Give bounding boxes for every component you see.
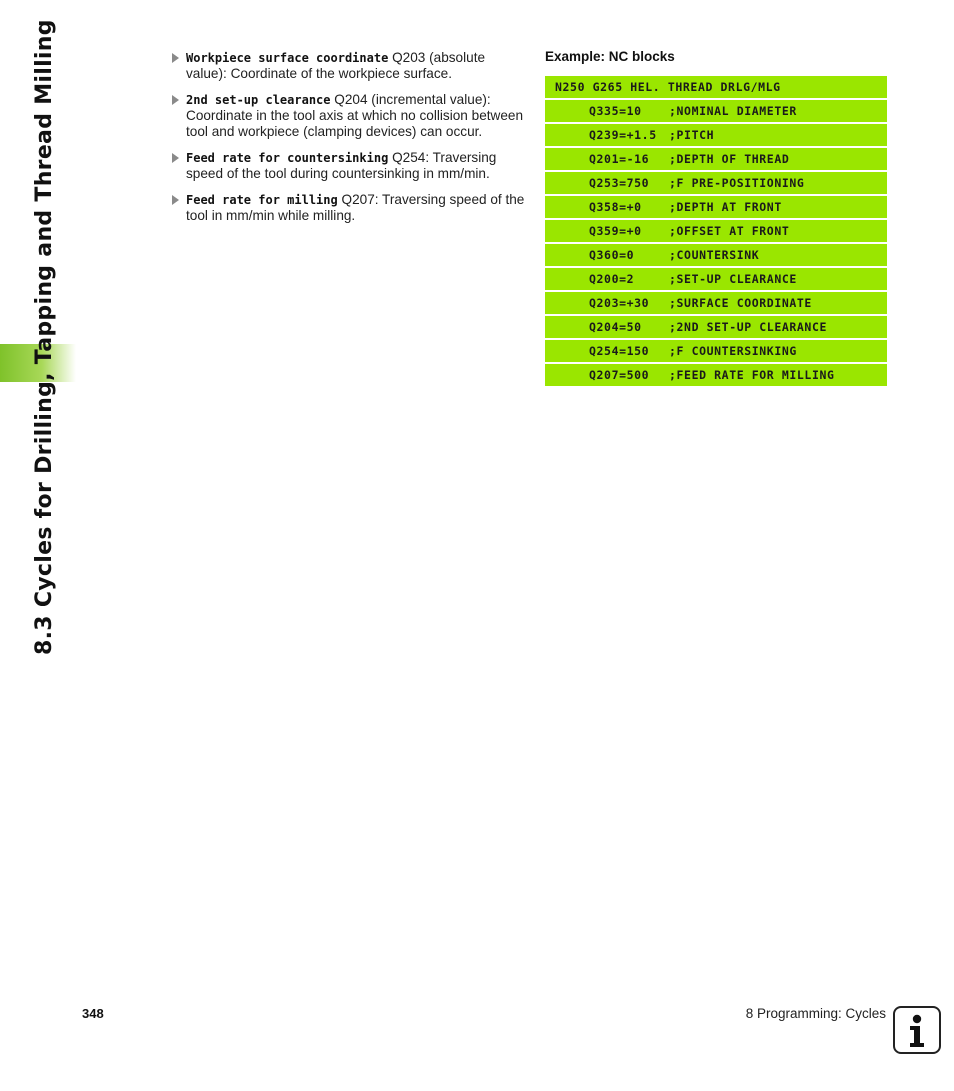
chapter-side-title: 8.3 Cycles for Drilling, Tapping and Thread Milling [32,19,57,655]
nc-comment: ;F PRE-POSITIONING [669,176,805,190]
nc-code: Q253=750 [589,176,650,190]
nc-line [545,364,887,386]
bullet-arrow-icon [172,53,179,63]
nc-comment: ;DEPTH OF THREAD [669,152,790,166]
nc-comment: ;OFFSET AT FRONT [669,224,790,238]
nc-line [545,172,887,194]
nc-program-block [545,76,887,388]
parameter-item [172,150,527,182]
nc-comment: ;COUNTERSINK [669,248,760,262]
nc-line [545,124,887,146]
nc-line [545,292,887,314]
nc-line [545,268,887,290]
parameter-keyword: Feed rate for countersinking [186,151,389,165]
nc-code: Q335=10 [589,104,642,118]
bullet-arrow-icon [172,95,179,105]
page-number: 348 [82,1006,104,1021]
nc-comment: ;F COUNTERSINKING [669,344,797,358]
nc-line [545,100,887,122]
parameter-keyword: Feed rate for milling [186,193,338,207]
info-icon [893,1006,941,1054]
parameter-item [172,50,527,82]
nc-code: Q254=150 [589,344,650,358]
parameter-item [172,192,527,224]
nc-comment: ;SURFACE COORDINATE [669,296,812,310]
nc-code: Q359=+0 [589,224,642,238]
nc-line [545,340,887,362]
nc-line [545,220,887,242]
parameter-description: Q203 (absolute value): Coordinate of the workpiece surface. [186,50,486,81]
nc-line [545,148,887,170]
parameter-keyword: Workpiece surface coordinate [186,51,389,65]
nc-comment: ;2ND SET-UP CLEARANCE [669,320,827,334]
nc-code: Q239=+1.5 [589,128,657,142]
parameter-item [172,92,527,140]
nc-line [545,196,887,218]
nc-comment: ;SET-UP CLEARANCE [669,272,797,286]
nc-code: Q204=50 [589,320,642,334]
nc-line [545,244,887,266]
nc-code: Q201=-16 [589,152,650,166]
parameter-description: Q207: Traversing speed of the tool in mm/min while milling. [186,192,525,223]
nc-line [545,316,887,338]
nc-code: Q358=+0 [589,200,642,214]
nc-comment: ;PITCH [669,128,715,142]
nc-comment: ;NOMINAL DIAMETER [669,104,797,118]
nc-comment: ;FEED RATE FOR MILLING [669,368,835,382]
nc-header-line: N250 G265 HEL. THREAD DRLG/MLG [545,76,887,98]
nc-code: Q207=500 [589,368,650,382]
parameter-keyword: 2nd set-up clearance [186,93,331,107]
nc-code: Q203=+30 [589,296,650,310]
example-title: Example: NC blocks [545,49,675,64]
nc-code: Q200=2 [589,272,635,286]
nc-comment: ;DEPTH AT FRONT [669,200,782,214]
footer-chapter-title: 8 Programming: Cycles [745,1006,886,1021]
parameter-description: Q254: Traversing speed of the tool during countersinking in mm/min. [186,150,497,181]
bullet-arrow-icon [172,195,179,205]
nc-code: Q360=0 [589,248,635,262]
parameter-list [172,50,527,234]
bullet-arrow-icon [172,153,179,163]
parameter-description: Q204 (incremental value): Coordinate in the tool axis at which no collision between tool and workpiece (clamping devices) can occur. [186,92,524,139]
